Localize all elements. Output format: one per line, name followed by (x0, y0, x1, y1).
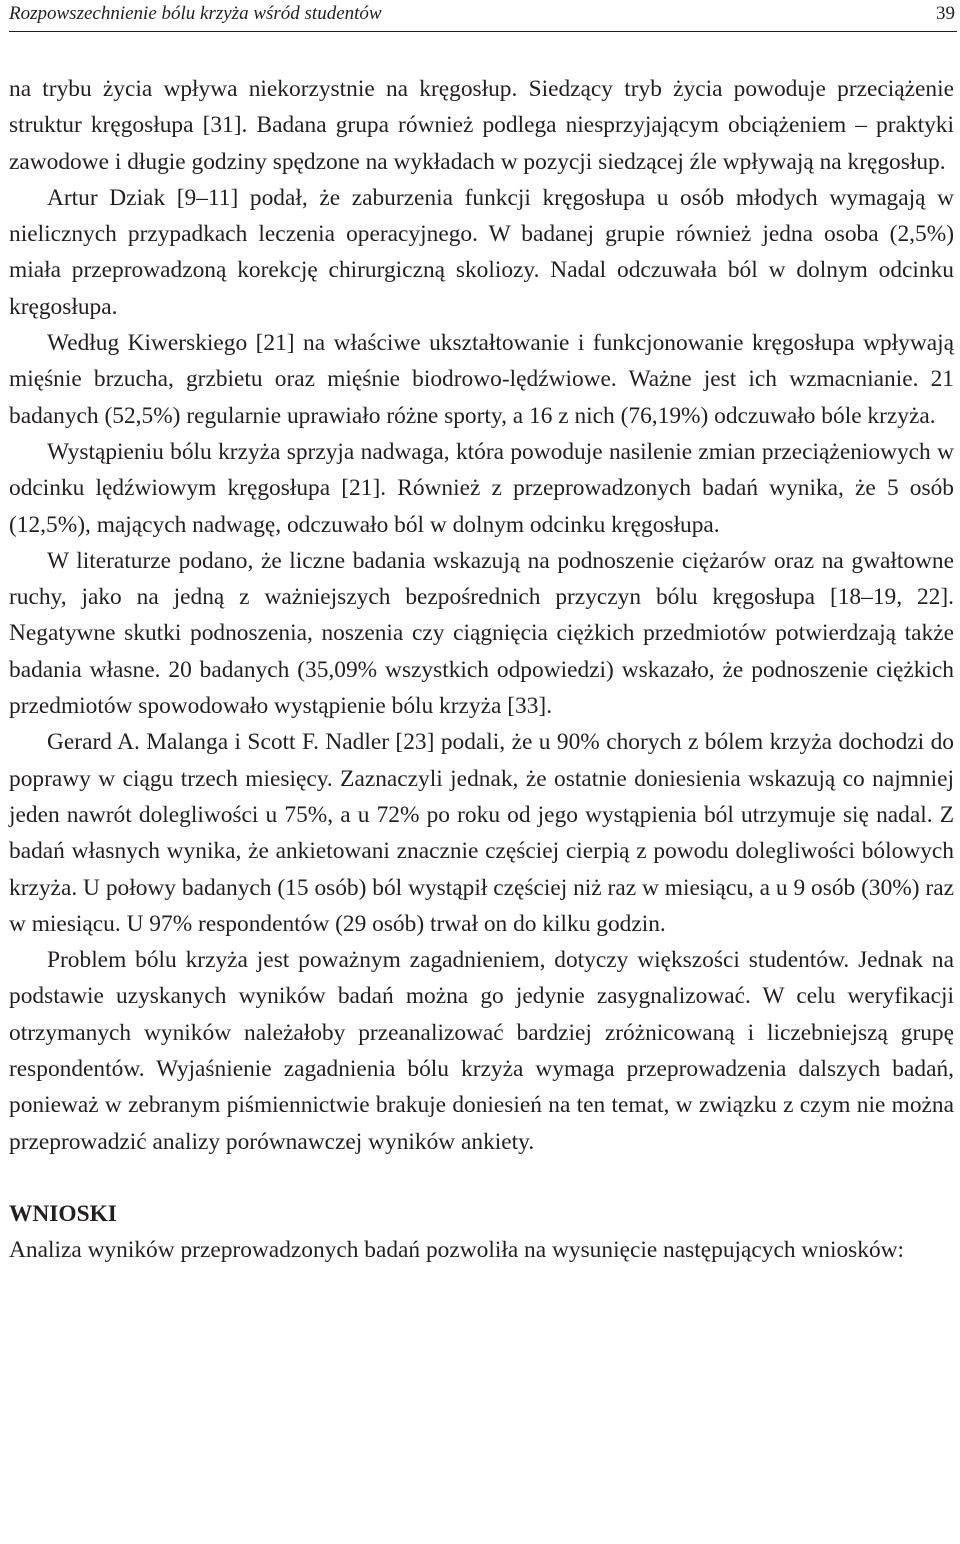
body-paragraph: na trybu życia wpływa niekorzystnie na kręgosłup. Siedzący tryb życia powoduje przeciążenie struktur kręgosłupa [31]. Badana grupa również podlega niesprzyjającym obciążeniem – praktyki zawodowe i długie godziny spędzone na wykładach w pozycji siedzącej źle wpływają na kręgosłup. (9, 76, 954, 175)
body-paragraph: W literaturze podano, że liczne badania wskazują na podnoszenie ciężarów oraz na gwałtowne ruchy, jako na jedną z ważniejszych bezpośrednich przyczyn bólu kręgosłupa [18–19, 22]. Negatywne skutki podnoszenia, noszenia czy ciągnięcia ciężkich przedmiotów potwierdzają także badania własne. 20 badanych (35,09% wszystkich odpowiedzi) wskazało, że podnoszenie ciężkich przedmiotów spowodowało wystąpienie bólu krzyża [33]. (9, 547, 954, 720)
body-paragraph: Artur Dziak [9–11] podał, że zaburzenia funkcji kręgosłupa u osób młodych wymagają w nielicznych przypadkach leczenia operacyjnego. W badanej grupie również jedna osoba (2,5%) miała przeprowadzoną korekcję chirurgiczną skoliozy. Nadal odczuwała ból w dolnym odcinku kręgosłupa. (9, 184, 954, 320)
running-title: Rozpowszechnienie bólu krzyża wśród studentów (9, 3, 382, 24)
section-heading: WNIOSKI (9, 1200, 117, 1227)
article-body (9, 71, 954, 1269)
body-paragraph: Gerard A. Malanga i Scott F. Nadler [23] podali, że u 90% chorych z bólem krzyża dochodzi do poprawy w ciągu trzech miesięcy. Zaznaczyli jednak, że ostatnie doniesienia wskazują co najmniej jeden nawrót dolegliwości u 75%, a u 72% po roku od jego wystąpienia ból utrzymuje się nadal. Z badań własnych wynika, że ankietowani znacznie częściej cierpią z powodu dolegliwości bólowych krzyża. U połowy badanych (15 osób) ból wystąpił częściej niż raz w miesiącu, a u 9 osób (30%) raz w miesiącu. U 97% respondentów (29 osób) trwał on do kilku godzin. (9, 729, 954, 937)
body-paragraph: Wystąpieniu bólu krzyża sprzyja nadwaga, która powoduje nasilenie zmian przeciążeniowych w odcinku lędźwiowym kręgosłupa [21]. Również z przeprowadzonych badań wynika, że 5 osób (12,5%), mających nadwagę, odczuwało ból w dolnym odcinku kręgosłupa. (9, 438, 954, 538)
body-paragraph: Problem bólu krzyża jest poważnym zagadnieniem, dotyczy większości studentów. Jednak na podstawie uzyskanych wyników badań można go jedynie zasygnalizować. W celu weryfikacji otrzymanych wyników należałoby przeanalizować bardziej zróżnicowaną i liczebniejszą grupę respondentów. Wyjaśnienie zagadnienia bólu krzyża wymaga przeprowadzenia dalszych badań, ponieważ w zebranym piśmiennictwie brakuje doniesień na ten temat, w związku z czym nie można przeprowadzić analizy porównawczej wyników ankiety. (9, 947, 954, 1155)
body-paragraph: Według Kiwerskiego [21] na właściwe ukształtowanie i funkcjonowanie kręgosłupa wpływają mięśnie brzucha, grzbietu oraz mięśnie biodrowo-lędźwiowe. Ważne jest ich wzmacnianie. 21 badanych (52,5%) regularnie uprawiało różne sporty, a 16 z nich (76,19%) odczuwało bóle krzyża. (9, 330, 954, 429)
page-number: 39 (936, 3, 955, 24)
running-header (9, 0, 957, 32)
section-intro-paragraph: Analiza wyników przeprowadzonych badań pozwoliła na wysunięcie następujących wniosków: (9, 1237, 905, 1264)
